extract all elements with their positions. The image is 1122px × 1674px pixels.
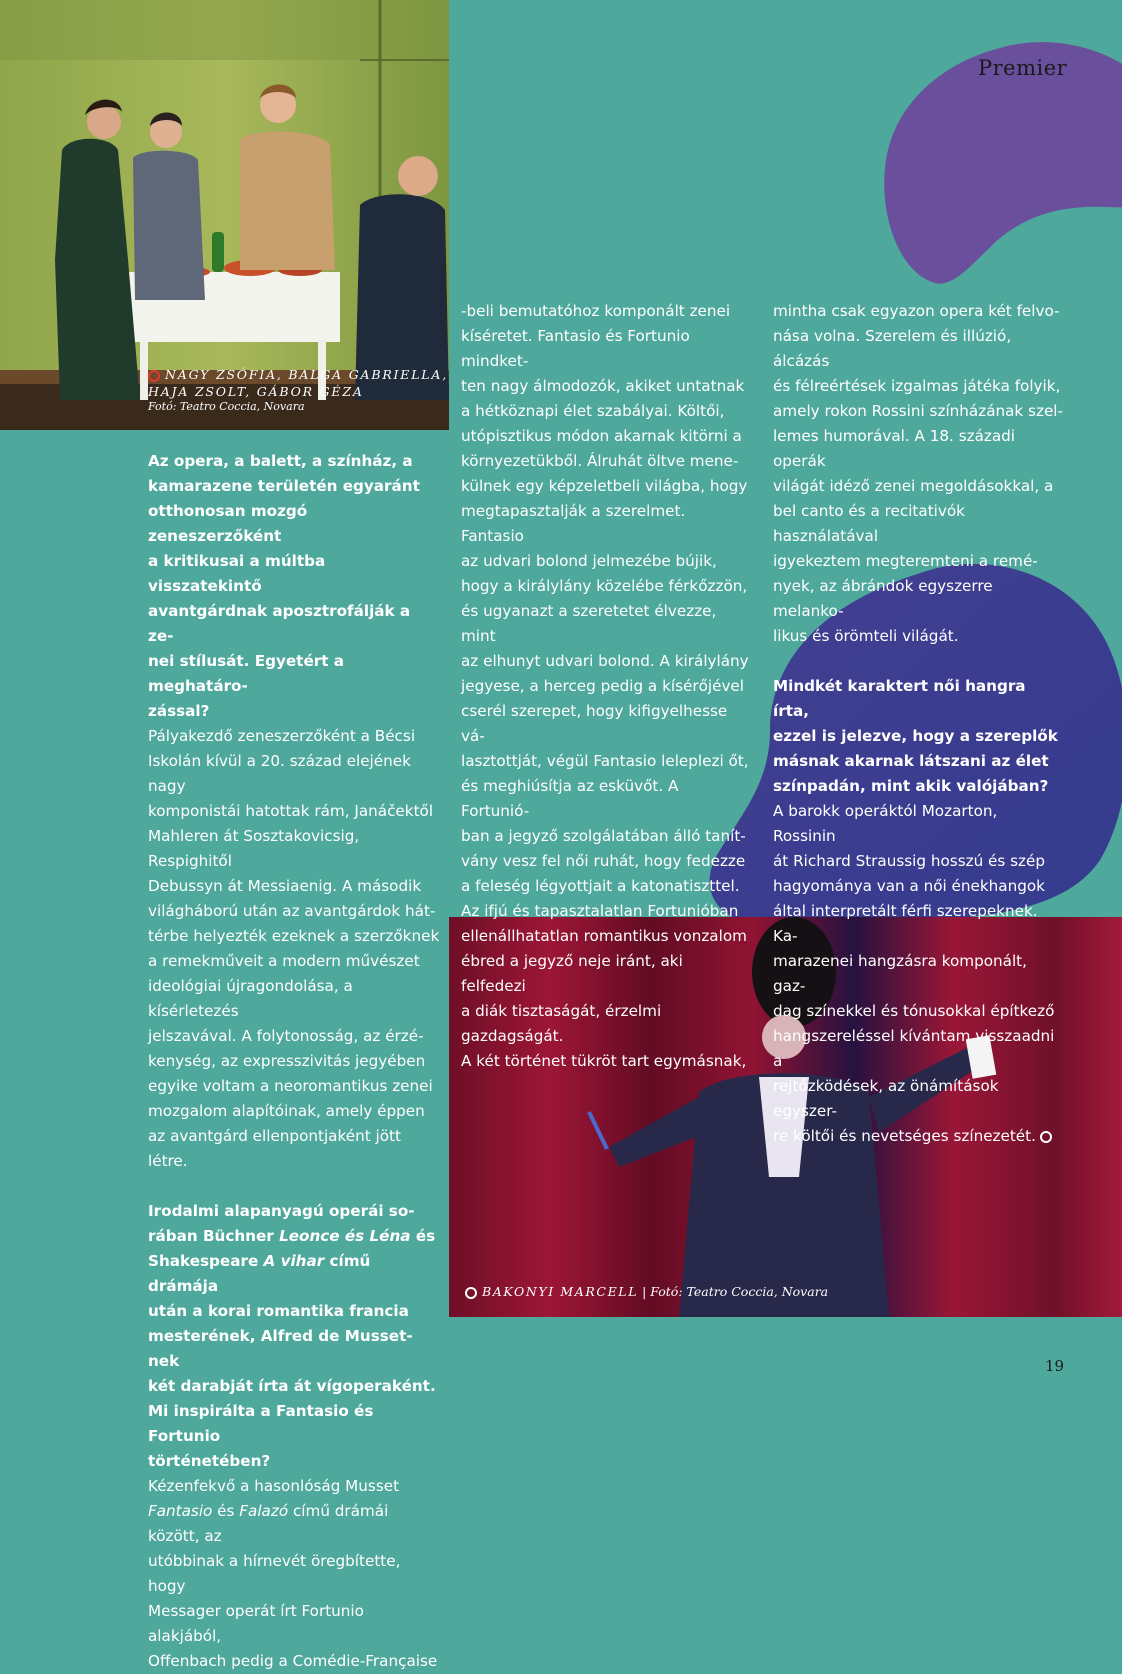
text-line: másnak akarnak látszani az élet [773,752,1049,770]
text-span: és [212,1502,240,1520]
text-line: és meghiúsítja az esküvőt. A Fortunió- [461,777,679,820]
text-line: Pályakezdő zeneszerzőként a Bécsi [148,727,416,745]
ring-marker-icon [465,1287,477,1299]
text-line: lemes humorával. A 18. századi operák [773,427,1016,470]
stage-photo-top [0,0,449,430]
text-line: a hétköznapi élet szabályai. Költői, [461,402,725,420]
caption-names-line2: HAJA ZSOLT, GÁBOR GÉZA [148,384,364,399]
text-line: ban a jegyző szolgálatában álló tanít- [461,827,746,845]
text-line: mesterének, Alfred de Musset-nek [148,1327,413,1370]
text-line: vány vesz fel női ruhát, hogy fedezze [461,852,746,870]
text-line: zással? [148,702,210,720]
photo-credit: Fotó: Teatro Coccia, Novara [650,1284,829,1299]
text-line: Debussyn át Messiaenig. A második [148,877,422,895]
text-line: Offenbach pedig a Comédie-Française [148,1652,438,1670]
interview-question-1 [148,449,440,724]
text-line: -beli bemutatóhoz komponált zenei [461,302,731,320]
text-line: kíséretet. Fantasio és Fortunio mindket- [461,327,690,370]
text-line: Mindkét karaktert női hangra írta, [773,677,1026,720]
text-line: Az ifjú és tapasztalatlan Fortunióban [461,902,739,920]
text-line: hagyománya van a női énekhangok [773,877,1045,895]
text-line: lasztottját, végül Fantasio leleplezi őt, [461,752,749,770]
text-line: A két történet tükröt tart egymásnak, [461,1052,747,1070]
text-line: avantgárdnak aposztrofálják a ze- [148,602,411,645]
photo-caption-top [148,366,448,414]
text-line: környezetükből. Álruhát öltve mene- [461,452,739,470]
title-italic: Fantasio [148,1502,213,1520]
text-line: ébred a jegyző neje iránt, aki felfedezi [461,952,683,995]
text-line: amely rokon Rossini színházának szel- [773,402,1063,420]
text-line: a feleség légyottjait a katonatiszttel. [461,877,740,895]
text-line: kamarazene területén egyaránt [148,477,420,495]
text-line: az udvari bolond jelmezébe bújik, [461,552,717,570]
text-line: megtapasztalják a szerelmet. Fantasio [461,502,686,545]
text-line: után a korai romantika francia [148,1302,409,1320]
text-line: nyek, az ábrándok egyszerre melanko- [773,577,993,620]
text-span: Shakespeare [148,1252,264,1270]
text-column-3 [773,299,1063,1149]
text-span: rában Büchner [148,1227,280,1245]
text-line: A barokk operáktól Mozarton, Rossinin [773,802,998,845]
text-line: térbe helyezték ezeknek a szerzőknek [148,927,440,945]
text-line: dag színekkel és tónusokkal építkező [773,1002,1055,1020]
text-line: világháború után az avantgárdok hát- [148,902,436,920]
text-line: komponistái hatottak rám, Janáčektől [148,802,434,820]
page-number: 19 [1045,1357,1065,1375]
text-span: és [410,1227,436,1245]
text-line: Mahleren át Sosztakovicsig, Respighitől [148,827,360,870]
photo-credit: Fotó: Teatro Coccia, Novara [148,400,305,413]
title-italic: A vihar [263,1252,325,1270]
text-line: világát idéző zenei megoldásokkal, a [773,477,1054,495]
text-line: hogy a királylány közelébe férkőzzön, [461,577,748,595]
text-column-2 [461,299,751,1074]
text-line: színpadán, mint akik valójában? [773,777,1049,795]
text-line: cserél szerepet, hogy kifigyelhesse vá- [461,702,728,745]
text-line: az elhunyt udvari bolond. A királylány [461,652,749,670]
text-line: utópisztikus módon akarnak kitörni a [461,427,742,445]
caption-separator: | [638,1284,651,1299]
text-column-1 [148,449,440,1674]
interview-question-3 [773,674,1063,799]
caption-names-line1: NAGY ZSÓFIA, BALGA GABRIELLA, [165,367,449,382]
text-line: otthonosan mozgó zeneszerzőként [148,502,308,545]
text-line: ellenállhatatlan romantikus vonzalom [461,927,747,945]
text-line: rejtőzködések, az önámítások egyszer- [773,1077,999,1120]
text-line: utóbbinak a hírnevét öregbítette, hogy [148,1552,401,1595]
interview-answer-2 [148,1474,440,1674]
interview-answer-continued [773,299,1063,649]
text-line: egyike voltam a neoromantikus zenei [148,1077,433,1095]
interview-answer-1 [148,724,440,1174]
text-line: hangszereléssel kívántam visszaadni a [773,1027,1055,1070]
text-line: és ugyanazt a szeretetet élvezze, mint [461,602,717,645]
text-line: a kritikusai a múltba visszatekintő [148,552,326,595]
text-line: igyekeztem megteremteni a remé- [773,552,1038,570]
interview-answer-3 [773,799,1063,1124]
text-line: ezzel is jelezve, hogy a szereplők [773,727,1058,745]
text-line: kenység, az expresszivitás jegyében [148,1052,426,1070]
text-line: Irodalmi alapanyagú operái so- [148,1202,415,1220]
text-line: likus és örömteli világát. [773,627,959,645]
text-line: jelszavával. A folytonosság, az érzé- [148,1027,424,1045]
text-span: című drámája [148,1252,371,1295]
photo-caption-bottom [465,1284,828,1300]
interview-question-2 [148,1199,440,1474]
text-line: az avantgárd ellenpontjaként jött létre. [148,1127,401,1170]
text-line: nása volna. Szerelem és illúzió, álcázás [773,327,1012,370]
text-line: mintha csak egyazon opera két felvo- [773,302,1060,320]
text-line: jegyese, a herceg pedig a kísérőjével [461,677,744,695]
text-line: nei stílusát. Egyetért a meghatáro- [148,652,345,695]
text-line: ten nagy álmodozók, akiket untatnak [461,377,745,395]
title-italic: Leonce és Léna [279,1227,411,1245]
ring-marker-icon [148,370,160,382]
text-line: két darabját írta át vígoperaként. [148,1377,436,1395]
text-line: ideológiai újragondolása, a kísérletezés [148,977,353,1020]
text-line: által interpretált férfi szerepeknek. Ka- [773,902,1038,945]
text-line: a diák tisztaságát, érzelmi gazdagságát. [461,1002,662,1045]
text-line: át Richard Straussig hosszú és szép [773,852,1045,870]
text-line: marazenei hangzásra komponált, gaz- [773,952,1027,995]
end-of-article-icon [1040,1131,1052,1143]
text-line: a remekműveit a modern művészet [148,952,420,970]
text-line: külnek egy képzeletbeli világba, hogy [461,477,748,495]
text-line: és félreértések izgalmas játéka folyik, [773,377,1061,395]
text-line: történetében? [148,1452,271,1470]
text-span: című drámái között, az [148,1502,389,1545]
caption-names: BAKONYI MARCELL [482,1284,639,1299]
text-line: Kézenfekvő a hasonlóság Musset [148,1477,400,1495]
text-line: bel canto és a recitativók használatával [773,502,965,545]
title-italic: Falazó [239,1502,289,1520]
text-line: re költői és nevetséges színezetét. [773,1127,1036,1145]
section-label: Premier [978,56,1068,80]
text-line: Messager operát írt Fortunio alakjából, [148,1602,364,1645]
text-line: mozgalom alapítóinak, amely éppen [148,1102,425,1120]
text-line: Az opera, a balett, a színház, a [148,452,413,470]
text-line: Mi inspirálta a Fantasio és Fortunio [148,1402,374,1445]
text-line: Iskolán kívül a 20. század elejének nagy [148,752,411,795]
